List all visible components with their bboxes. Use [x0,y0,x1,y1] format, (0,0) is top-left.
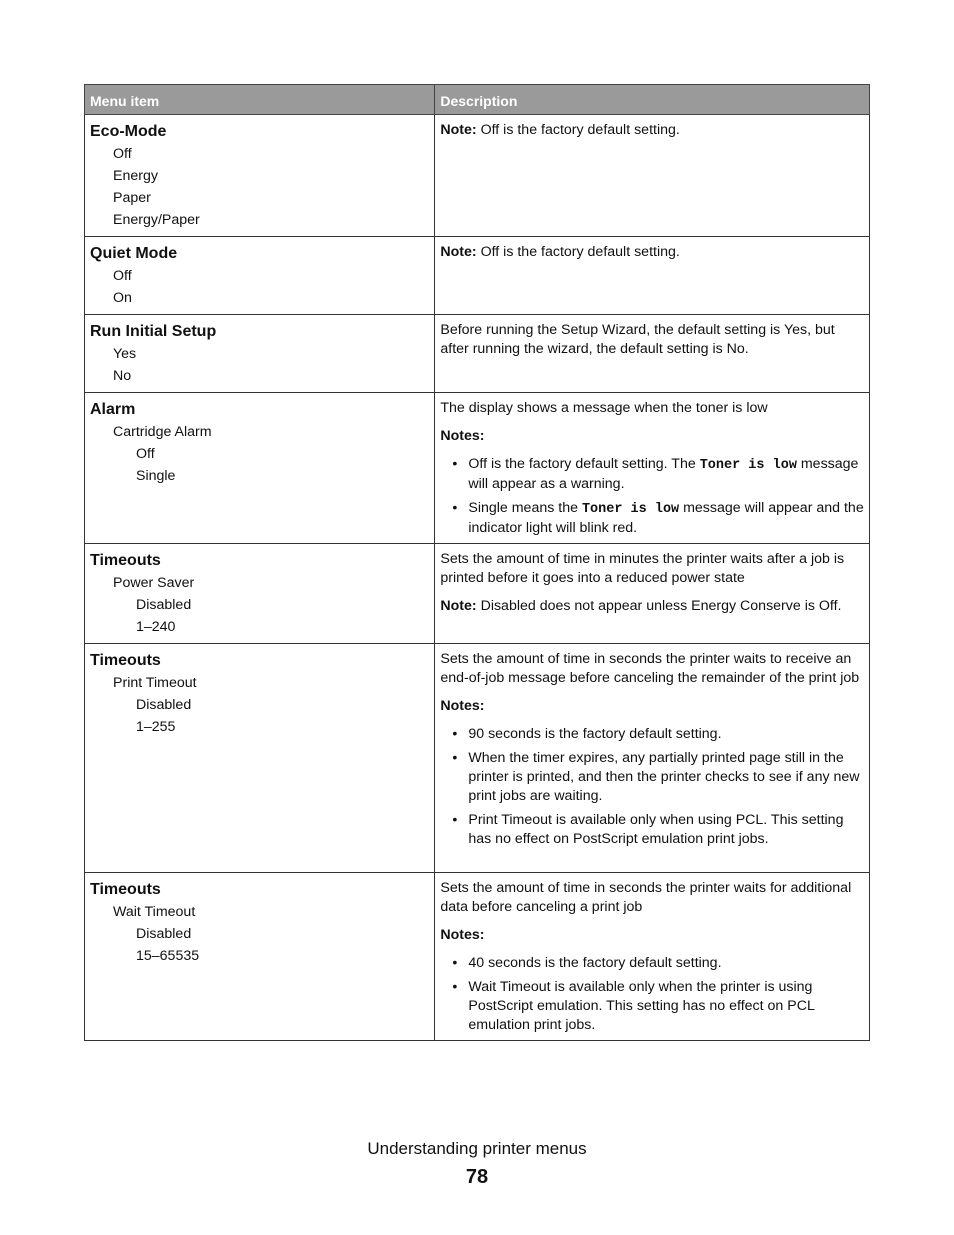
bullet-icon: • [452,812,458,828]
list-item [452,978,864,1035]
option-value: On [113,290,132,306]
option-value: Energy/Paper [113,212,200,228]
menu-title: Quiet Mode [90,245,178,262]
description-text: Sets the amount of time in seconds the printer waits for additional data before canceling a print job [440,880,852,915]
notes-list [440,455,864,538]
menu-item-cell [85,237,435,315]
description-cell [435,115,870,237]
header-menu-item: Menu item [85,85,435,115]
description-text: The display shows a message when the toner is low [440,400,768,416]
option-value: 15–65535 [136,948,200,964]
notes-label: Notes: [440,698,485,714]
note [440,121,864,140]
menu-table [84,84,870,1041]
option-value: No [113,368,132,384]
option-value: Disabled [136,597,192,613]
description-cell [435,644,870,873]
note-text: Print Timeout is available only when using PCL. This setting has no effect on PostScript emulation print jobs. [468,812,844,847]
table-row [85,644,870,873]
notes-label: Notes: [440,428,485,444]
note [440,597,864,616]
note-text: Off is the factory default setting. [476,244,680,260]
option-value: Paper [113,190,151,206]
note-label: Note: [440,122,477,138]
note-label: Note: [440,598,477,614]
submenu-name: Cartridge Alarm [113,424,212,440]
bullet-icon: • [452,955,458,971]
footer-section-title: Understanding printer menus [367,1139,587,1158]
bullet-icon: • [452,979,458,995]
list-item [452,811,864,849]
table-header-row [85,85,870,115]
notes-label: Notes: [440,927,485,943]
option-value: Disabled [136,926,192,942]
note-text: Off is the factory default setting. [476,122,680,138]
submenu-name: Power Saver [113,575,195,591]
table-row [85,315,870,393]
submenu-name: Wait Timeout [113,904,196,920]
option-value: Disabled [136,697,192,713]
menu-title: Run Initial Setup [90,323,217,340]
menu-title: Eco-Mode [90,123,167,140]
list-item [452,725,864,744]
description-cell [435,237,870,315]
note-text: Off is the factory default setting. The [468,456,700,472]
option-value: Yes [113,346,137,362]
notes-list [440,725,864,849]
note [440,243,864,262]
page-number: 78 [465,1166,489,1188]
table-row [85,237,870,315]
option-value: 1–240 [136,619,176,635]
option-value: Off [113,268,132,284]
menu-title: Timeouts [90,552,161,569]
bullet-icon: • [452,726,458,742]
bullet-icon: • [452,456,458,472]
menu-item-cell [85,644,435,873]
note-text: Wait Timeout is available only when the printer is using PostScript emulation. This setting has no effect on PCL emulation print jobs. [468,979,815,1033]
note-text: When the timer expires, any partially printed page still in the printer is printed, and then the printer checks to see if any new print jobs are waiting. [468,750,860,804]
table-row [85,115,870,237]
message-code: Toner is low [699,458,797,473]
bullet-icon: • [452,500,458,516]
menu-item-cell [85,315,435,393]
note-text: message will appear and the indicator light will blink red. [468,500,864,536]
description-text: Sets the amount of time in minutes the printer waits after a job is printed before it goes into a reduced power state [440,551,845,586]
submenu-name: Print Timeout [113,675,197,691]
table-row [85,393,870,544]
description-text: Before running the Setup Wizard, the default setting is Yes, but after running the wizard, the default setting is No. [440,322,835,357]
note-text: Single means the [468,500,582,516]
description-cell [435,393,870,544]
bullet-icon: • [452,750,458,766]
note-text: 40 seconds is the factory default setting. [468,955,722,971]
note-text: 90 seconds is the factory default setting. [468,726,722,742]
description-cell [435,544,870,644]
description-cell [435,315,870,393]
menu-item-cell [85,873,435,1041]
table-row [85,544,870,644]
description-cell [435,873,870,1041]
list-item [452,749,864,806]
note-text: message will appear as a warning. [468,456,859,492]
option-value: Energy [113,168,158,184]
description-text: Sets the amount of time in seconds the printer waits to receive an end-of-job message before canceling the remainder of the print job [440,651,860,686]
message-code: Toner is low [581,502,680,517]
option-value: Off [113,146,132,162]
list-item [452,455,864,494]
notes-list [440,954,864,1035]
menu-item-cell [85,544,435,644]
menu-title: Alarm [90,401,136,418]
note-label: Note: [440,244,477,260]
option-value: 1–255 [136,719,176,735]
menu-item-cell [85,393,435,544]
option-value: Single [136,468,176,484]
table-row [85,873,870,1041]
list-item [452,499,864,538]
menu-item-cell [85,115,435,237]
option-value: Off [136,446,155,462]
note-text: Disabled does not appear unless Energy Conserve is Off. [476,598,842,614]
menu-title: Timeouts [90,652,161,669]
list-item [452,954,864,973]
menu-title: Timeouts [90,881,161,898]
header-description: Description [435,85,870,115]
